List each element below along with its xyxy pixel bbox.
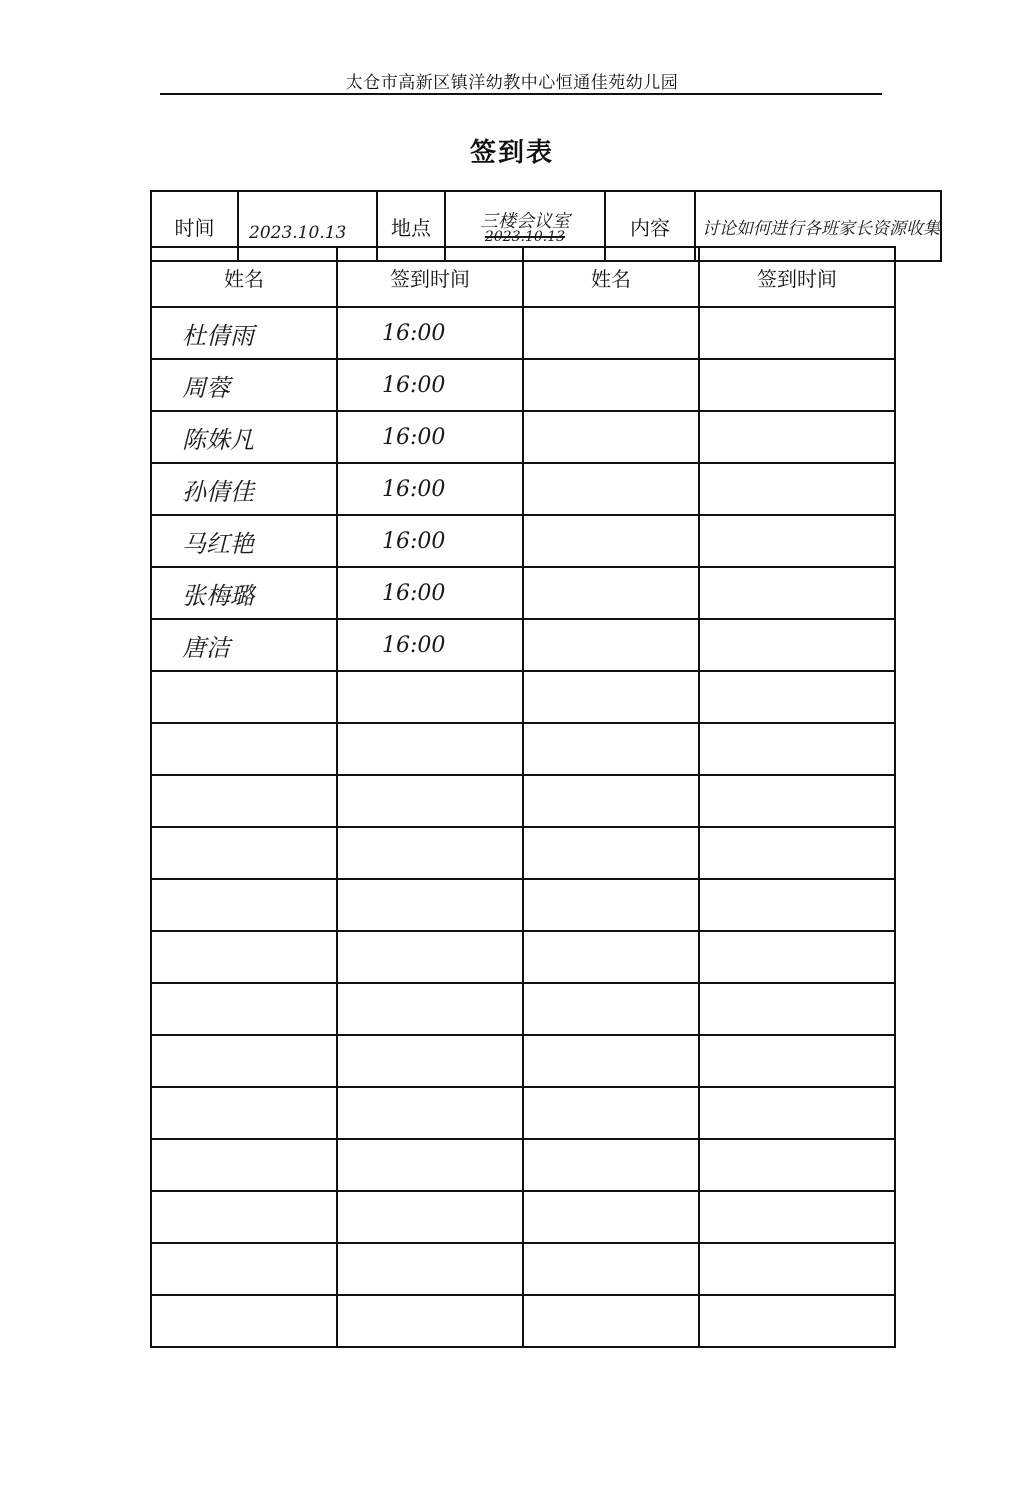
signature-name: 张梅璐 (151, 567, 337, 619)
signature-name (523, 1087, 699, 1139)
signin-time: 16:00 (337, 359, 523, 411)
content-label: 内容 (605, 191, 695, 261)
table-row (151, 879, 895, 931)
signature-name (151, 775, 337, 827)
column-header-signin-time: 签到时间 (337, 247, 523, 307)
header-divider (160, 93, 882, 95)
signature-name: 马红艳 (151, 515, 337, 567)
signin-time (337, 1035, 523, 1087)
signature-name (151, 1087, 337, 1139)
signature-name: 陈姝凡 (151, 411, 337, 463)
signin-time (699, 1243, 895, 1295)
signin-time (699, 463, 895, 515)
organization-name: 太仓市高新区镇洋幼教中心恒通佳苑幼儿园 (345, 73, 679, 93)
signature-name (151, 1295, 337, 1347)
signin-time: 16:00 (337, 619, 523, 671)
place-label: 地点 (377, 191, 445, 261)
signin-time (699, 1295, 895, 1347)
signin-time (699, 671, 895, 723)
table-row (151, 1087, 895, 1139)
table-row (151, 983, 895, 1035)
signin-time (699, 1139, 895, 1191)
table-row (151, 931, 895, 983)
signin-time (337, 723, 523, 775)
signature-name (523, 1191, 699, 1243)
signature-name (523, 1035, 699, 1087)
signin-time (699, 775, 895, 827)
signin-time (699, 359, 895, 411)
signature-name (523, 359, 699, 411)
signature-name (151, 671, 337, 723)
signin-time (337, 931, 523, 983)
signin-time (337, 983, 523, 1035)
signature-name (151, 723, 337, 775)
document-title: 签到表 (469, 138, 554, 168)
signin-time: 16:00 (337, 567, 523, 619)
sign-in-header-row (151, 247, 895, 307)
signature-name (523, 567, 699, 619)
signature-name: 孙倩佳 (151, 463, 337, 515)
signin-time (337, 879, 523, 931)
signature-name (151, 1191, 337, 1243)
signin-time (699, 827, 895, 879)
signature-name (523, 931, 699, 983)
table-row (151, 1035, 895, 1087)
signature-name (523, 463, 699, 515)
signin-time (699, 515, 895, 567)
signature-name (523, 723, 699, 775)
signin-time (699, 567, 895, 619)
time-label: 时间 (151, 191, 238, 261)
table-row (151, 1191, 895, 1243)
signin-time (699, 1035, 895, 1087)
signature-name (151, 983, 337, 1035)
signin-time: 16:00 (337, 411, 523, 463)
sign-in-table (150, 246, 896, 1348)
signin-time (337, 1087, 523, 1139)
table-row (151, 359, 895, 411)
signin-time (699, 931, 895, 983)
signin-time (337, 1295, 523, 1347)
signature-name (151, 931, 337, 983)
signin-time (337, 671, 523, 723)
signature-name (523, 775, 699, 827)
signature-name (151, 1243, 337, 1295)
signature-name (523, 827, 699, 879)
table-row (151, 515, 895, 567)
table-row (151, 411, 895, 463)
signin-time (337, 827, 523, 879)
signin-time (699, 879, 895, 931)
place-struck-text: 2023.10.13 (484, 229, 566, 245)
signature-name (523, 515, 699, 567)
signin-time (337, 1243, 523, 1295)
signature-name (523, 411, 699, 463)
table-row (151, 775, 895, 827)
signin-time: 16:00 (337, 515, 523, 567)
signature-name (523, 1243, 699, 1295)
signature-name (523, 1139, 699, 1191)
signin-time (699, 723, 895, 775)
signature-name (151, 879, 337, 931)
column-header-signin-time: 签到时间 (699, 247, 895, 307)
signature-name (523, 1295, 699, 1347)
signin-time (337, 1191, 523, 1243)
signin-time (699, 1191, 895, 1243)
signin-time (699, 983, 895, 1035)
table-row (151, 307, 895, 359)
place-value: 三楼会议室 (480, 211, 570, 232)
table-row (151, 723, 895, 775)
signature-name: 周蓉 (151, 359, 337, 411)
signin-time (699, 619, 895, 671)
signin-time (699, 307, 895, 359)
table-row (151, 671, 895, 723)
signature-name (151, 1035, 337, 1087)
table-row (151, 619, 895, 671)
table-row (151, 1139, 895, 1191)
table-row (151, 567, 895, 619)
signin-time: 16:00 (337, 307, 523, 359)
table-row (151, 463, 895, 515)
signin-time (337, 775, 523, 827)
column-header-name: 姓名 (151, 247, 337, 307)
signature-name (523, 879, 699, 931)
signature-name: 杜倩雨 (151, 307, 337, 359)
content-value: 讨论如何进行各班家长资源收集 (702, 218, 940, 239)
table-row (151, 1295, 895, 1347)
signature-name (523, 619, 699, 671)
signin-time: 16:00 (337, 463, 523, 515)
signin-time (699, 411, 895, 463)
signature-name (523, 983, 699, 1035)
signin-time (337, 1139, 523, 1191)
time-value: 2023.10.13 (238, 191, 377, 261)
signature-name (151, 1139, 337, 1191)
column-header-name: 姓名 (523, 247, 699, 307)
table-row (151, 1243, 895, 1295)
table-row (151, 827, 895, 879)
signin-time (699, 1087, 895, 1139)
signature-name (151, 827, 337, 879)
signature-name (523, 671, 699, 723)
signature-name (523, 307, 699, 359)
signature-name: 唐洁 (151, 619, 337, 671)
